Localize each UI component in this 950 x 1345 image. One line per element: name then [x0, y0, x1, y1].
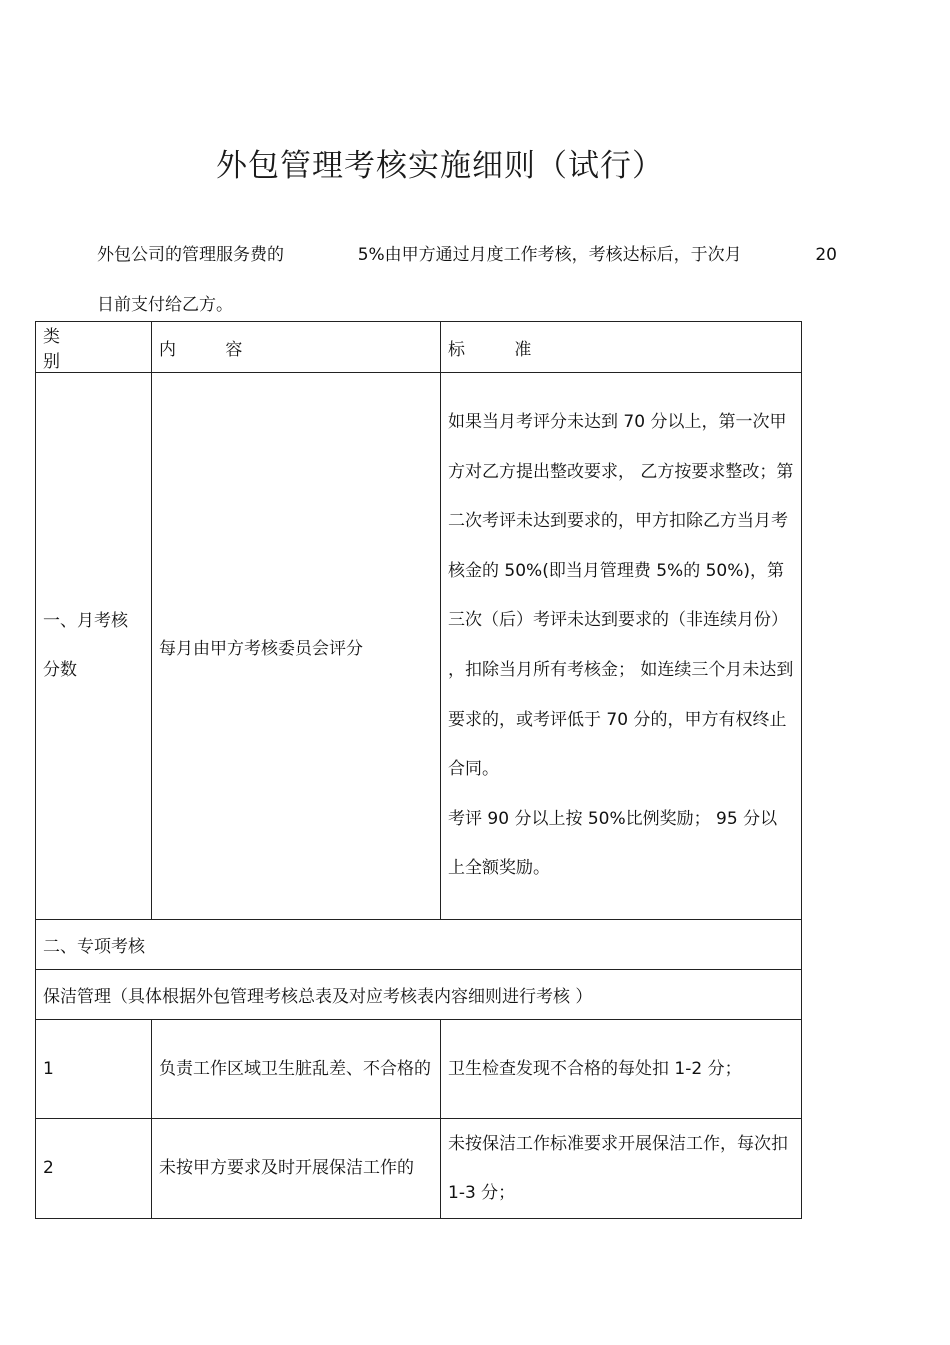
header-standard: 标 准 [441, 322, 802, 373]
item-content: 负责工作区域卫生脏乱差、不合格的 [152, 1020, 441, 1119]
intro-text-a: 外包公司的管理服务费的 [97, 245, 284, 265]
table-row [36, 970, 802, 1020]
table-row [36, 1119, 802, 1219]
item-number: 1 [36, 1020, 152, 1119]
table-row [36, 1020, 802, 1119]
monthly-standard [441, 373, 802, 920]
cleaning-note: 保洁管理（具体根据外包管理考核总表及对应考核表内容细则进行考核 ） [36, 970, 802, 1020]
intro-text-b: 5%由甲方通过月度工作考核，考核达标后，于次月 [357, 245, 742, 265]
monthly-standard-p1: 如果当月考评分未达到 70 分以上，第一次甲方对乙方提出整改要求， 乙方按要求整改；第二次考评未达到要求的，甲方扣除乙方当月考核金的 50%(即当月管理费 5%的 50%)，第三次（后）考评未达到要求的（非连续月份） ，扣除当月所有考核金； 如连续三个月未达到要求的，或考评低于 70 分的，甲方有权终止合同。 [448, 412, 794, 780]
intro-line-2: 日前支付给乙方。 [97, 295, 233, 315]
table-header-row [36, 322, 802, 373]
page-title: 外包管理考核实施细则（试行） [216, 148, 664, 184]
intro-paragraph [97, 230, 837, 330]
assessment-table [35, 321, 802, 1219]
intro-text-c: 20 [815, 245, 837, 265]
item-standard: 卫生检查发现不合格的每处扣 1-2 分； [441, 1020, 802, 1119]
monthly-category: 一、月考核分数 [36, 373, 152, 920]
table-row [36, 920, 802, 970]
monthly-standard-p2: 考评 90 分以上按 50%比例奖励； 95 分以上全额奖励。 [448, 808, 778, 879]
monthly-content: 每月由甲方考核委员会评分 [152, 373, 441, 920]
header-category: 类 别 [36, 322, 152, 373]
header-content: 内 容 [152, 322, 441, 373]
intro-line-1 [97, 230, 837, 280]
table-row [36, 373, 802, 920]
special-section-heading: 二、专项考核 [36, 920, 802, 970]
item-content: 未按甲方要求及时开展保洁工作的 [152, 1119, 441, 1219]
item-number: 2 [36, 1119, 152, 1219]
item-standard: 未按保洁工作标准要求开展保洁工作，每次扣 1-3 分； [441, 1119, 802, 1219]
